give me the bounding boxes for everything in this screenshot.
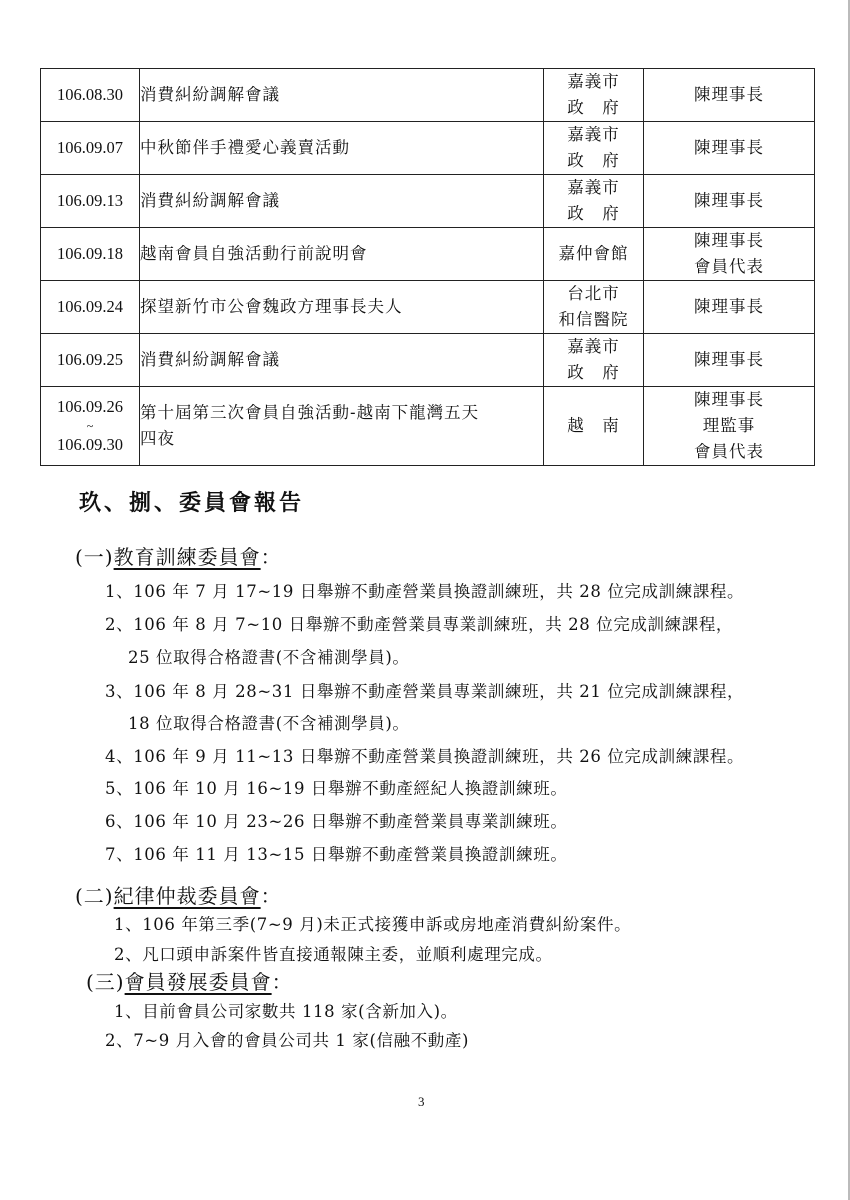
attendee-cell-line: 會員代表: [694, 257, 764, 276]
education-item-2: 2、106 年 8 月 7~10 日舉辦不動產營業員專業訓練班，共 28 位完成訓練課程，: [105, 615, 734, 634]
place-cell-line: 嘉義市: [567, 125, 620, 144]
activity-table-body: [41, 69, 815, 466]
place-cell-line: 嘉義市: [567, 72, 620, 91]
table-row: [41, 69, 815, 122]
committee-prefix: (三): [86, 970, 125, 994]
attendee-cell: [644, 387, 815, 466]
education-item-7: 7、106 年 11 月 13~15 日舉辦不動產營業員換證訓練班。: [105, 845, 568, 864]
date-cell-line: 106.09.30: [57, 435, 123, 454]
event-cell-line: 消費糾紛調解會議: [140, 85, 280, 104]
date-cell: [41, 387, 140, 466]
committee-heading-discipline: [75, 880, 282, 909]
place-cell-line: 嘉仲會館: [558, 244, 629, 263]
committee-name: 會員發展委員會: [124, 970, 272, 994]
date-cell-line: 106.08.30: [57, 85, 123, 104]
committee-prefix: (一): [75, 545, 114, 569]
attendee-cell: [644, 334, 815, 387]
date-cell: [41, 334, 140, 387]
committee-heading-membership: [86, 966, 293, 995]
event-cell: [140, 334, 544, 387]
table-row: [41, 334, 815, 387]
place-cell: [544, 281, 644, 334]
attendee-cell-line: 陳理事長: [694, 85, 764, 104]
table-row: [41, 387, 815, 466]
membership-item-1: 1、目前會員公司家數共 118 家(含新加入)。: [114, 1002, 458, 1021]
event-cell: [140, 228, 544, 281]
place-cell-line: 政 府: [567, 151, 620, 170]
event-cell-line: 消費糾紛調解會議: [140, 350, 280, 369]
place-cell: [544, 175, 644, 228]
date-cell-line: ~: [86, 419, 94, 433]
attendee-cell-line: 陳理事長: [694, 138, 764, 157]
discipline-item-1: 1、106 年第三季(7~9 月)未正式接獲申訴或房地產消費糾紛案件。: [114, 915, 632, 934]
event-cell-line: 四夜: [140, 429, 175, 448]
attendee-cell: [644, 175, 815, 228]
attendee-cell-line: 會員代表: [694, 442, 764, 461]
education-item-6: 6、106 年 10 月 23~26 日舉辦不動產營業員專業訓練班。: [105, 812, 568, 831]
committee-prefix: (二): [75, 884, 114, 908]
attendee-cell: [644, 228, 815, 281]
attendee-cell-line: 陳理事長: [694, 231, 764, 250]
date-cell: [41, 281, 140, 334]
event-cell: [140, 175, 544, 228]
place-cell: [544, 387, 644, 466]
event-cell-line: 探望新竹市公會魏政方理事長夫人: [140, 297, 403, 316]
activity-table: [40, 68, 815, 466]
table-row: [41, 122, 815, 175]
place-cell: [544, 69, 644, 122]
event-cell-line: 中秋節伴手禮愛心義賣活動: [140, 138, 350, 157]
event-cell: [140, 387, 544, 466]
place-cell-line: 台北市: [567, 284, 620, 303]
committee-suffix: ：: [260, 545, 282, 569]
place-cell: [544, 228, 644, 281]
attendee-cell-line: 理監事: [702, 416, 756, 435]
date-cell: [41, 69, 140, 122]
event-cell-line: 第十屆第三次會員自強活動-越南下龍灣五天: [140, 403, 480, 422]
date-cell-line: 106.09.18: [57, 244, 123, 263]
education-item-4: 4、106 年 9 月 11~13 日舉辦不動產營業員換證訓練班，共 26 位完成訓練課程。: [105, 747, 745, 766]
place-cell-line: 政 府: [567, 204, 620, 223]
place-cell-line: 越 南: [567, 416, 620, 435]
education-item-3: 3、106 年 8 月 28~31 日舉辦不動產營業員專業訓練班，共 21 位完成訓練課程，: [105, 682, 745, 701]
education-item-3-cont: 18 位取得合格證書(不含補測學員)。: [128, 714, 410, 733]
table-row: [41, 281, 815, 334]
event-cell-line: 越南會員自強活動行前說明會: [140, 244, 368, 263]
attendee-cell: [644, 281, 815, 334]
date-cell: [41, 122, 140, 175]
discipline-item-2: 2、凡口頭申訴案件皆直接通報陳主委，並順利處理完成。: [114, 945, 553, 964]
attendee-cell-line: 陳理事長: [694, 390, 764, 409]
table-row: [41, 228, 815, 281]
committee-name: 教育訓練委員會: [113, 545, 261, 569]
event-cell: [140, 281, 544, 334]
place-cell-line: 嘉義市: [567, 337, 620, 356]
place-cell-line: 和信醫院: [558, 310, 629, 329]
date-cell-line: 106.09.07: [57, 138, 123, 157]
committee-heading-education: [75, 541, 282, 570]
place-cell-line: 政 府: [567, 98, 620, 117]
committee-name: 紀律仲裁委員會: [113, 884, 261, 908]
event-cell-line: 消費糾紛調解會議: [140, 191, 280, 210]
committee-suffix: ：: [271, 970, 293, 994]
event-cell: [140, 69, 544, 122]
attendee-cell-line: 陳理事長: [694, 297, 764, 316]
education-item-5: 5、106 年 10 月 16~19 日舉辦不動產經紀人換證訓練班。: [105, 779, 568, 798]
education-item-2-cont: 25 位取得合格證書(不含補測學員)。: [128, 648, 410, 667]
attendee-cell: [644, 69, 815, 122]
event-cell: [140, 122, 544, 175]
date-cell-line: 106.09.26: [57, 397, 123, 416]
section-title: 玖、捌、委員會報告: [79, 490, 305, 516]
date-cell: [41, 175, 140, 228]
attendee-cell-line: 陳理事長: [694, 350, 764, 369]
place-cell-line: 嘉義市: [567, 178, 620, 197]
date-cell: [41, 228, 140, 281]
committee-suffix: ：: [260, 884, 282, 908]
attendee-cell: [644, 122, 815, 175]
education-item-1: 1、106 年 7 月 17~19 日舉辦不動產營業員換證訓練班，共 28 位完成訓練課程。: [105, 582, 745, 601]
date-cell-line: 106.09.25: [57, 350, 123, 369]
date-cell-line: 106.09.24: [57, 297, 123, 316]
membership-item-2: 2、7~9 月入會的會員公司共 1 家(信融不動產): [105, 1031, 470, 1050]
attendee-cell-line: 陳理事長: [694, 191, 764, 210]
page-number: 3: [418, 1094, 425, 1109]
table-row: [41, 175, 815, 228]
place-cell: [544, 334, 644, 387]
place-cell-line: 政 府: [567, 363, 620, 382]
date-cell-line: 106.09.13: [57, 191, 123, 210]
place-cell: [544, 122, 644, 175]
